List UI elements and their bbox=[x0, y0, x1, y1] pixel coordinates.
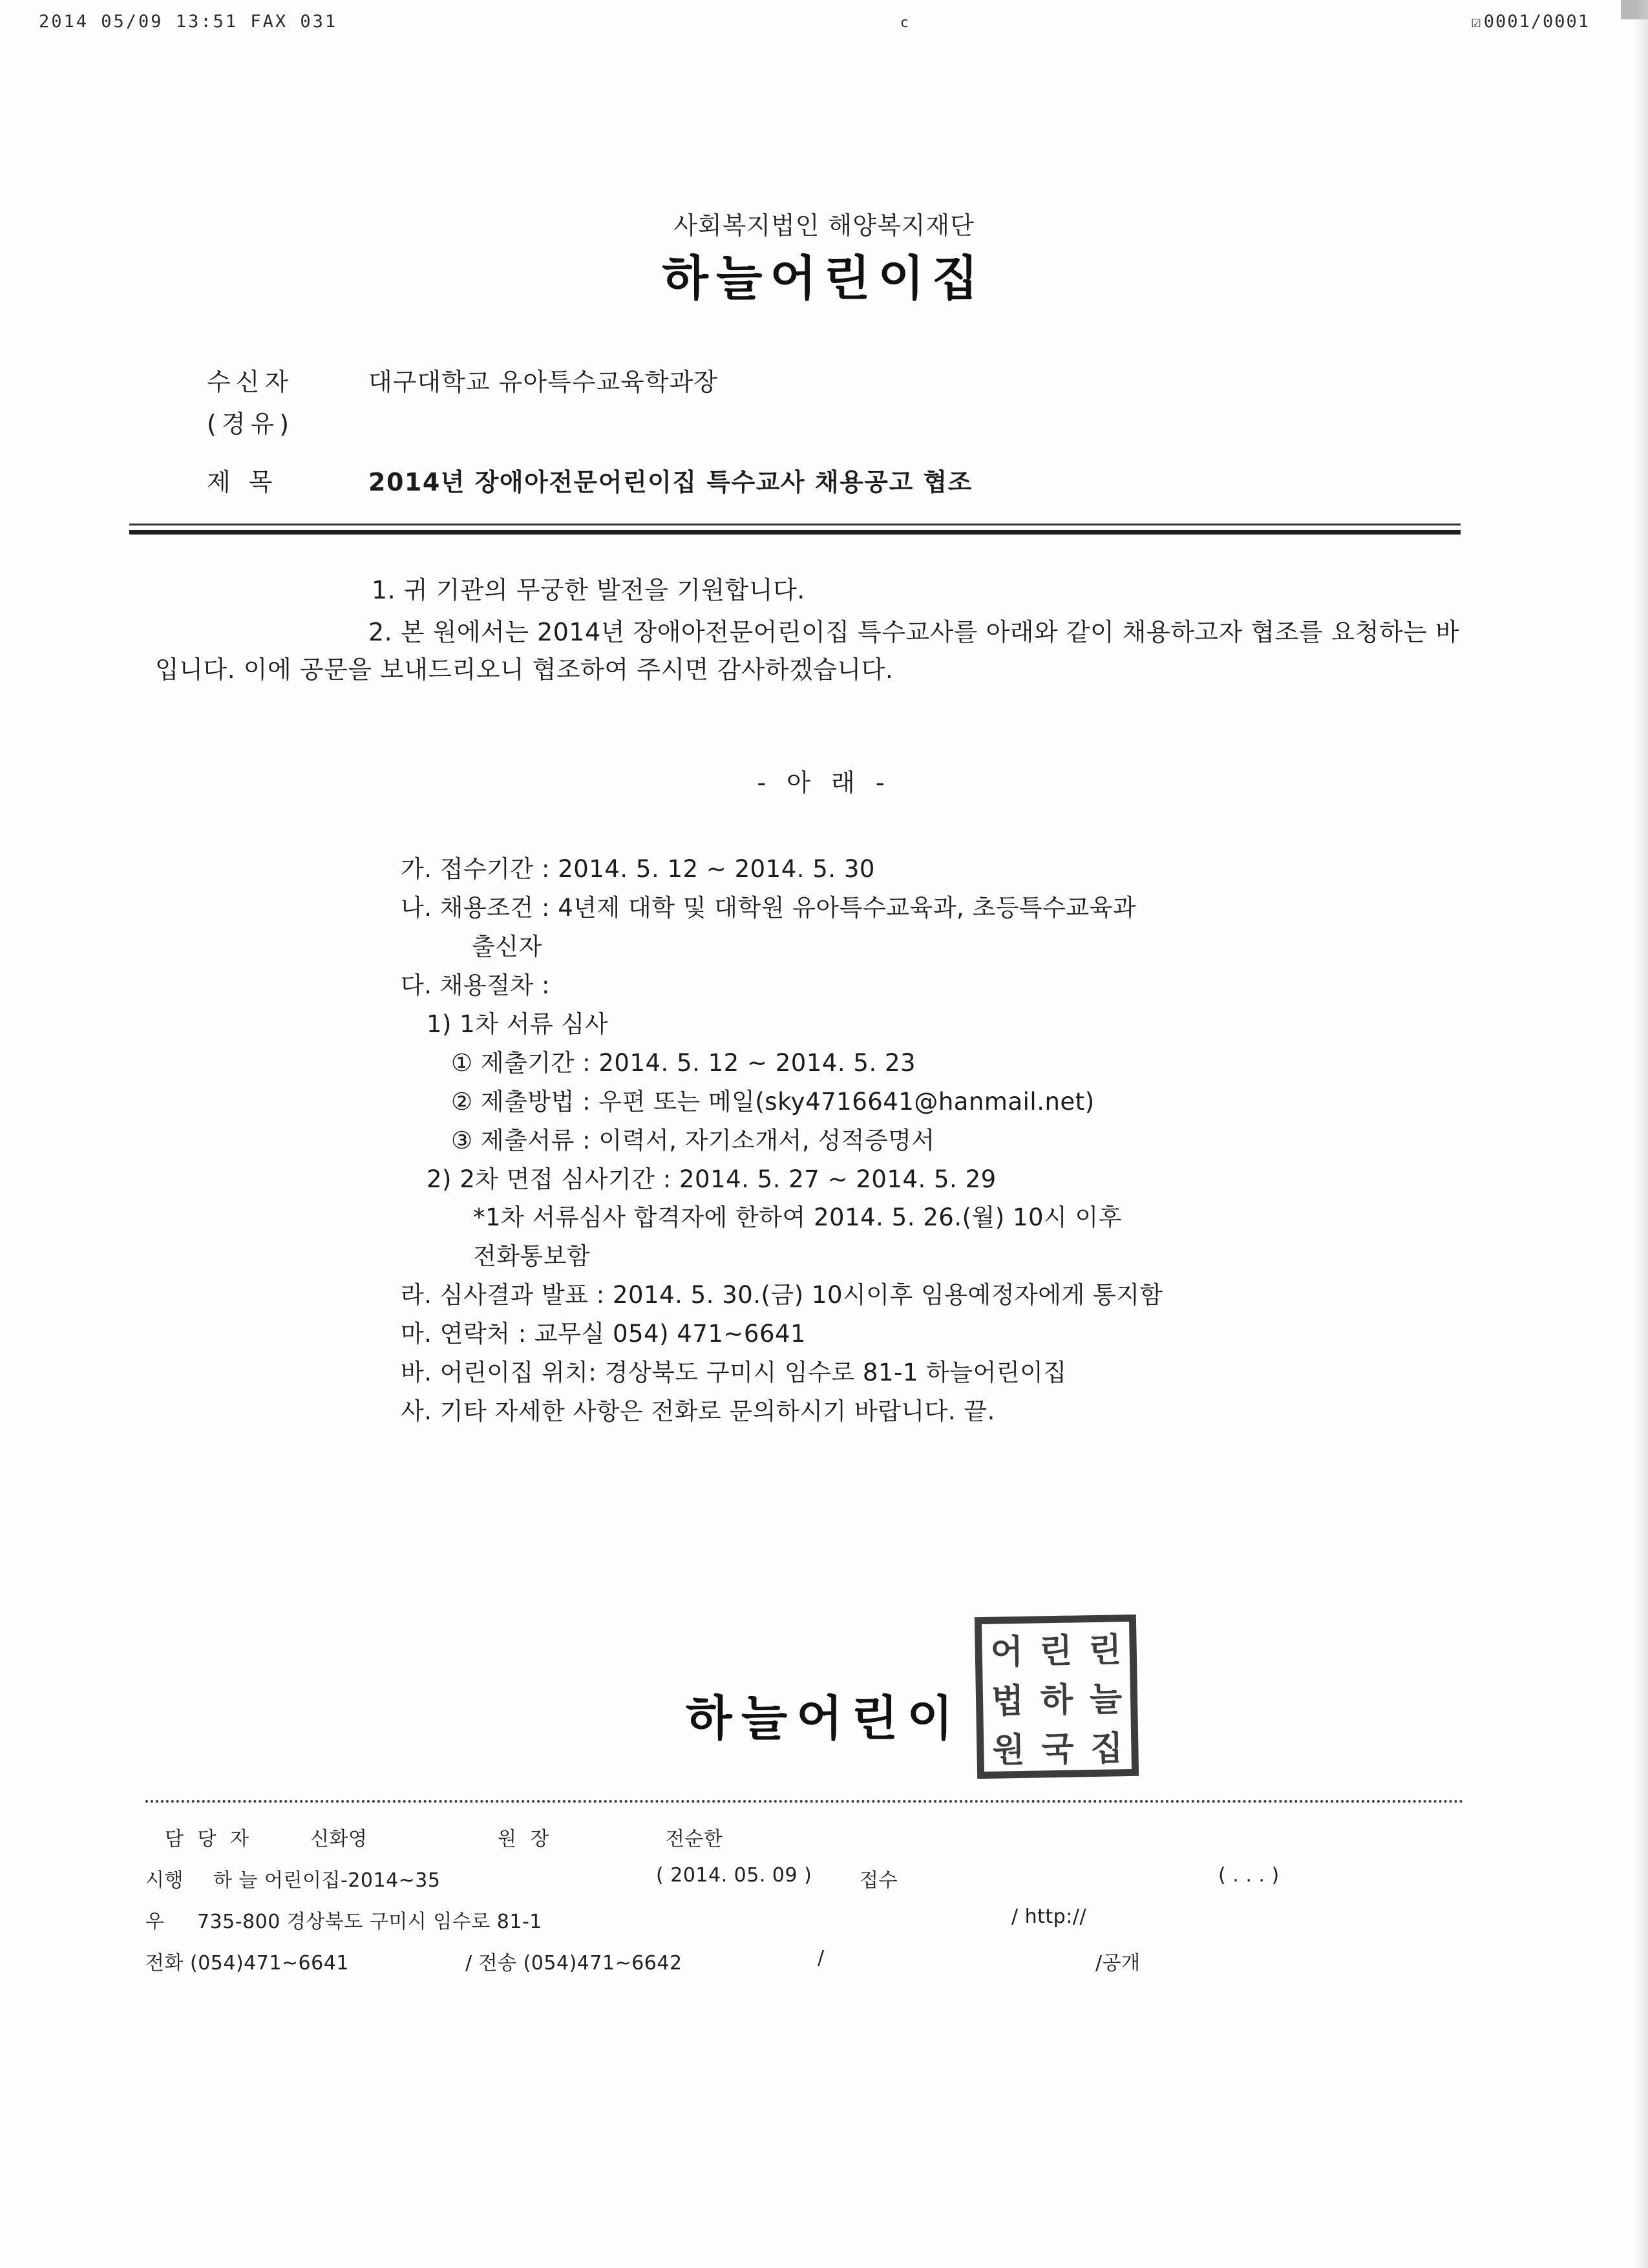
receipt-label: 접수 bbox=[860, 1869, 898, 1892]
footer-row-staff bbox=[145, 1823, 1503, 1864]
fax-number: / 전송 (054)471~6642 bbox=[465, 1952, 682, 1975]
footer-divider bbox=[145, 1800, 1464, 1803]
list-item: 출신자 bbox=[472, 932, 542, 960]
list-item: 마. 연락처 : 교무실 054) 471~6641 bbox=[401, 1320, 807, 1348]
recipient-value: 대구대학교 유아특수교육학과장 bbox=[368, 368, 718, 396]
paragraph-1: 1. 귀 기관의 무궁한 발전을 기원합니다. bbox=[372, 576, 805, 604]
checkbox-icon: ☑ bbox=[1471, 12, 1483, 31]
fax-header-middle: c bbox=[900, 15, 909, 31]
telephone: 전화 (054)471~6641 bbox=[145, 1952, 349, 1975]
receipt-date: ( 2014. 05. 09 ) bbox=[656, 1864, 812, 1887]
fax-page-count: 0001/0001 bbox=[1483, 12, 1590, 32]
address: 735-800 경상북도 구미시 임수로 81-1 bbox=[197, 1911, 542, 1933]
signature-line: 하늘어린이 bbox=[686, 1691, 962, 1746]
fax-header-right bbox=[1472, 12, 1590, 32]
list-item: 라. 심사결과 발표 : 2014. 5. 30.(금) 10시이후 임용예정자에게 통지함 bbox=[401, 1281, 1163, 1309]
subject-row bbox=[207, 462, 973, 498]
list-item: ③ 제출서류 : 이력서, 자기소개서, 성적증명서 bbox=[451, 1126, 935, 1154]
below-marker: - 아 래 - bbox=[757, 768, 891, 797]
director-name: 전순한 bbox=[666, 1828, 723, 1850]
list-item: 바. 어린이집 위치: 경상북도 구미시 임수로 81-1 하늘어린이집 bbox=[401, 1359, 1067, 1387]
detail-items bbox=[401, 850, 1499, 1431]
issue-value: 하 늘 어린이집-2014~35 bbox=[213, 1869, 441, 1892]
seal-char: 린 bbox=[1088, 1630, 1122, 1670]
seal-char: 국 bbox=[1041, 1730, 1075, 1769]
organization-subtitle: 사회복지법인 해양복지재단 bbox=[673, 211, 975, 240]
seal-char: 늘 bbox=[1089, 1679, 1123, 1719]
zip-label: 우 bbox=[145, 1911, 165, 1933]
recipient-row bbox=[207, 362, 718, 397]
staff-name: 신화영 bbox=[310, 1828, 368, 1850]
seal-char: 법 bbox=[991, 1681, 1024, 1721]
divider-thick bbox=[129, 530, 1461, 535]
document-footer bbox=[145, 1823, 1503, 1988]
issue-label: 시행 bbox=[145, 1869, 184, 1892]
seal-char: 집 bbox=[1090, 1728, 1124, 1768]
recipient-label: 수신자 bbox=[207, 368, 294, 396]
list-item: 1) 1차 서류 심사 bbox=[427, 1010, 609, 1038]
seal-char: 원 bbox=[991, 1730, 1026, 1770]
fax-header-left: 2014 05/09 13:51 FAX 031 bbox=[39, 12, 338, 32]
paragraph-2 bbox=[155, 614, 1461, 689]
via-label: (경유) bbox=[207, 410, 295, 438]
list-item: 나. 채용조건 : 4년제 대학 및 대학원 유아특수교육과, 초등특수교육과 bbox=[401, 893, 1137, 922]
staff-label: 담 당 자 bbox=[165, 1828, 253, 1850]
list-item: ① 제출기간 : 2014. 5. 12 ~ 2014. 5. 23 bbox=[451, 1048, 916, 1077]
fax-header bbox=[39, 12, 1590, 32]
director-label: 원 장 bbox=[498, 1828, 553, 1850]
seal-char: 어 bbox=[990, 1632, 1024, 1672]
footer-row-issue bbox=[145, 1864, 1503, 1905]
seal-char: 하 bbox=[1040, 1680, 1073, 1720]
slash-mark: / bbox=[818, 1947, 825, 1969]
list-item: 2) 2차 면접 심사기간 : 2014. 5. 27 ~ 2014. 5. 29 bbox=[427, 1165, 997, 1193]
subject-value: 2014년 장애아전문어린이집 특수교사 채용공고 협조 bbox=[368, 468, 973, 496]
list-item: 사. 기타 자세한 사항은 전화로 문의하시기 바랍니다. 끝. bbox=[401, 1397, 995, 1426]
http-label: / http:// bbox=[1011, 1905, 1087, 1928]
list-item: 전화통보함 bbox=[473, 1242, 591, 1271]
seal-char: 린 bbox=[1039, 1631, 1073, 1671]
official-seal-stamp bbox=[975, 1615, 1139, 1779]
footer-row-address bbox=[145, 1905, 1503, 1947]
list-item: ② 제출방법 : 우편 또는 메일(sky4716641@hanmail.net) bbox=[451, 1087, 1095, 1116]
organization-title: 하늘어린이집 bbox=[662, 251, 986, 306]
open-label: /공개 bbox=[1095, 1952, 1141, 1975]
list-item: *1차 서류심사 합격자에 한하여 2014. 5. 26.(월) 10시 이후 bbox=[473, 1203, 1123, 1232]
paragraph-2-text: 2. 본 원에서는 2014년 장애아전문어린이집 특수교사를 아래와 같이 채용하고자 협조를 요청하는 바입니다. 이에 공문을 보내드리오니 협조하여 주시면 감사하겠습니다. bbox=[155, 618, 1460, 684]
divider-thin bbox=[129, 524, 1461, 525]
list-item: 가. 접수기간 : 2014. 5. 12 ~ 2014. 5. 30 bbox=[401, 855, 875, 883]
via-row bbox=[207, 404, 368, 440]
scan-artifact-edge bbox=[1635, 0, 1648, 2268]
receipt-blank: ( . . . ) bbox=[1218, 1864, 1280, 1887]
subject-label: 제 목 bbox=[207, 468, 278, 496]
list-item: 다. 채용절차 : bbox=[401, 971, 550, 999]
footer-row-tel bbox=[145, 1947, 1503, 1988]
